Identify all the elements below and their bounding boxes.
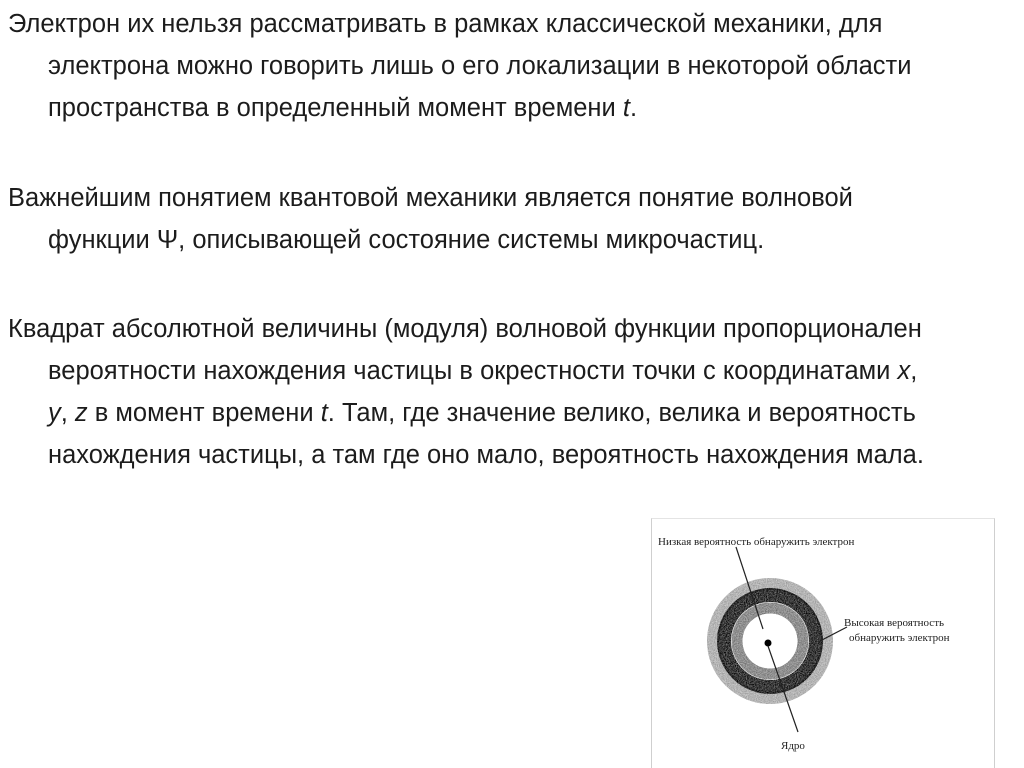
text-run: , (910, 357, 918, 385)
paragraph-wave-function (8, 177, 938, 261)
label-nucleus: Ядро (781, 740, 805, 752)
text-run: . (629, 94, 638, 122)
text-run: Важнейшим понятием квантовой механики является понятие волновой функции Ψ, описывающей состояние системы микрочастиц. (8, 184, 853, 254)
label-high-probability-line2: обнаружить электрон (849, 632, 950, 644)
italic-variable: z (74, 399, 88, 427)
italic-variable: y (48, 399, 61, 427)
text-run: Квадрат абсолютной величины (модуля) волновой функции пропорционален вероятности нахождения частицы в окрестности точки с координатами (8, 315, 922, 385)
label-high-probability-line1: Высокая вероятность (844, 617, 945, 629)
paragraph-electron-localization (8, 3, 938, 129)
italic-variable: t (320, 399, 328, 427)
electron-cloud-figure (651, 518, 995, 768)
text-run: . Там, где значение велико, велика и вероятность нахождения частицы, а там где оно мало, вероятность нахождения мала. (48, 399, 924, 469)
paragraph-probability (8, 308, 938, 476)
text-run: , (60, 399, 75, 427)
italic-variable: x (897, 357, 911, 385)
italic-variable: t (622, 94, 630, 122)
text-run: Электрон их нельзя рассматривать в рамках классической механики, для электрона можно говорить лишь о его локализации в некоторой области пространства в определенный момент времени (8, 10, 912, 122)
text-run: в момент времени (87, 399, 321, 427)
nucleus-dot (765, 640, 772, 647)
label-low-probability: Низкая вероятность обнаружить электрон (658, 536, 855, 548)
